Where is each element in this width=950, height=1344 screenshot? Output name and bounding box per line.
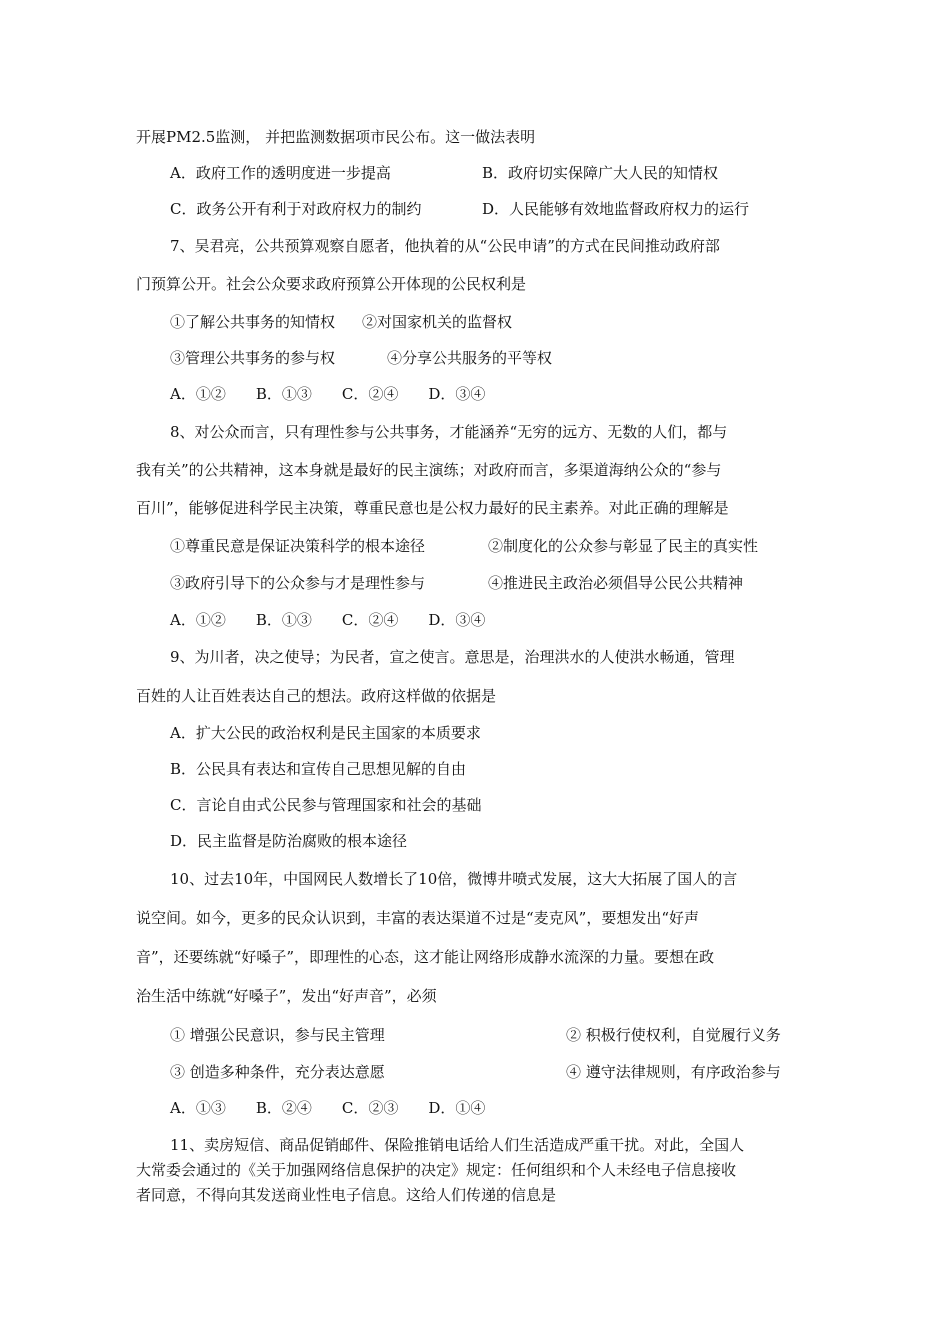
- q8-item-4: ④推进民主政治必须倡导公民公共精神: [488, 574, 744, 592]
- q10-stem-line4: 治生活中练就“好嗓子”，发出“好声音”，必须: [136, 987, 437, 1005]
- q7-stem-line2: 门预算公开。社会公众要求政府预算公开体现的公民权利是: [136, 275, 527, 293]
- q10-item-2: ② 积极行使权利，自觉履行义务: [566, 1026, 781, 1044]
- q11-stem-line2: 大常委会通过的《关于加强网络信息保护的决定》规定：任何组织和个人未经电子信息接收: [136, 1161, 737, 1179]
- q9-option-b: B．公民具有表达和宣传自己思想见解的自由: [170, 760, 467, 778]
- q7-item-3: ③管理公共事务的参与权: [170, 349, 336, 367]
- q8-stem-line3: 百川”，能够促进科学民主决策，尊重民意也是公权力最好的民主素养。对此正确的理解是: [136, 499, 729, 517]
- q8-item-2: ②制度化的公众参与彰显了民主的真实性: [488, 537, 759, 555]
- q8-answer-choices: A．①② B．①③ C．②④ D．③④: [170, 611, 486, 629]
- q10-stem-line2: 说空间。如今，更多的民众认识到，丰富的表达渠道不过是“麦克风”，要想发出“好声: [136, 909, 700, 927]
- q9-stem-line2: 百姓的人让百姓表达自己的想法。政府这样做的依据是: [136, 687, 497, 705]
- q10-item-1: ① 增强公民意识，参与民主管理: [170, 1026, 385, 1044]
- q7-item-2: ②对国家机关的监督权: [362, 313, 513, 331]
- q6-option-a: A．政府工作的透明度进一步提高: [170, 164, 391, 182]
- q7-item-1: ①了解公共事务的知情权: [170, 313, 336, 331]
- q11-stem-line1: 11、卖房短信、商品促销邮件、保险推销电话给人们生活造成严重干扰。对此，全国人: [170, 1136, 745, 1154]
- q10-item-4: ④ 遵守法律规则，有序政治参与: [566, 1063, 781, 1081]
- q9-option-a: A．扩大公民的政治权利是民主国家的本质要求: [170, 724, 481, 742]
- q8-item-1: ①尊重民意是保证决策科学的根本途径: [170, 537, 426, 555]
- q10-item-3: ③ 创造多种条件，充分表达意愿: [170, 1063, 385, 1081]
- q7-item-4: ④分享公共服务的平等权: [387, 349, 553, 367]
- q8-item-3: ③政府引导下的公众参与才是理性参与: [170, 574, 426, 592]
- q7-answer-choices: A．①② B．①③ C．②④ D．③④: [170, 385, 486, 403]
- q8-stem-line1: 8、对公众而言，只有理性参与公共事务，才能涵养“无穷的远方、无数的人们，都与: [170, 423, 728, 441]
- q10-answer-choices: A．①③ B．②④ C．②③ D．①④: [170, 1099, 486, 1117]
- q10-stem-line3: 音”，还要练就“好嗓子”，即理性的心态，这才能让网络形成静水流深的力量。要想在政: [136, 948, 715, 966]
- q6-option-b: B．政府切实保障广大人民的知情权: [482, 164, 719, 182]
- q8-stem-line2: 我有关”的公共精神，这本身就是最好的民主演练；对政府而言，多渠道海纳公众的“参与: [136, 461, 722, 479]
- q6-continuation: 开展PM2.5监测， 并把监测数据项市民公布。这一做法表明: [136, 128, 536, 146]
- q9-option-d: D．民主监督是防治腐败的根本途径: [170, 832, 408, 850]
- q7-stem-line1: 7、吴君亮，公共预算观察自愿者，他执着的从“公民申请”的方式在民间推动政府部: [170, 237, 720, 255]
- q9-option-c: C．言论自由式公民参与管理国家和社会的基础: [170, 796, 482, 814]
- q11-stem-line3: 者同意，不得向其发送商业性电子信息。这给人们传递的信息是: [136, 1186, 557, 1204]
- q6-option-c: C．政务公开有利于对政府权力的制约: [170, 200, 422, 218]
- q9-stem-line1: 9、为川者，决之使导；为民者，宣之使言。意思是，治理洪水的人使洪水畅通，管理: [170, 648, 735, 666]
- q6-option-d: D．人民能够有效地监督政府权力的运行: [482, 200, 750, 218]
- q10-stem-line1: 10、过去10年，中国网民人数增长了10倍，微博井喷式发展，这大大拓展了国人的言: [170, 870, 738, 888]
